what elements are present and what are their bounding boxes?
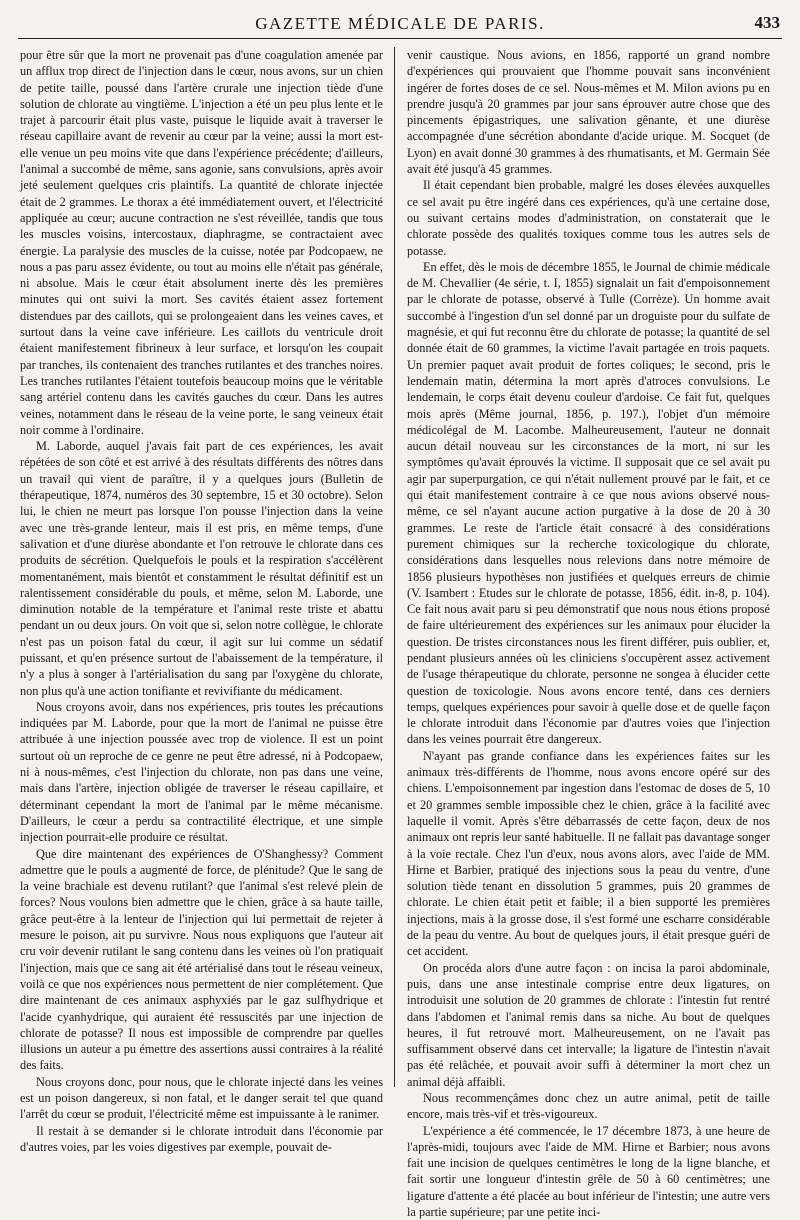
paragraph: Il était cependant bien probable, malgré les doses élevées auxquelles ce sel avait pu être ingéré dans ces expériences, qu'à une certaine dose, ou suivant certains modes d'administration, on constaterait que le chlorate possède des qualités toxiques comme tous les autres sels de potasse.: [407, 178, 770, 258]
page-number: 433: [754, 13, 780, 32]
paragraph: Il restait à se demander si le chlorate introduit dans l'économie par d'autres voies, par les voies digestives par exemple, pouvait de-: [20, 1123, 383, 1154]
paragraph: Que dire maintenant des expériences de O'Shanghessy? Comment admettre que le pouls a augmenté de force, de plénitude? Que le sang de la veine brachiale est devenu rutilant? que l'animal s'est relevé plein de forces? Nous voulons bien admettre que le chien, grâce à sa haute taille, grâce peut-être à la lenteur de l'injection qui lui permettait de rejeter à mesure le poison, ait pu survivre. Nous nous expliquons que l'auteur ait cru voir devenir rutilant le sang contenu dans les veines où l'on pratiquait l'injection, mais que ce sang ait été artérialisé dans tout le réseau veineux, voilà ce que nos expériences nous permettent de nier complétement. Que dire maintenant de ces animaux asphyxiés par le gaz sulfhydrique et l'acide cyanhydrique, qui auraient été ressuscités par une injection de chlorate de potasse? Il nous est impossible de comprendre par quelles illusions un auteur a pu émettre des assertions aussi contraires à la réalité des faits.: [20, 846, 383, 1073]
paragraph: En effet, dès le mois de décembre 1855, le Journal de chimie médicale de M. Chevallier (4e série, t. I, 1855) signalait un fait d'empoisonnement par le chlorate de potasse, observé à Tulle (Corrèze). Un homme avait succombé à l'ingestion d'un sel donné par un droguiste pour du sulfate de magnésie, et qui fut reconnu être du chlorate de potasse; la quantité de sel donnée était de 60 grammes, la victime l'avait partagée en trois paquets. Un premier paquet avait produit de fortes coliques; le second, pris le lendemain matin, détermina la mort après d'atroces convulsions. Le lendemain, le corps était devenu couleur d'ardoise. Ce fait fut, quelques mois après (Même journal, 1856, p. 197.), l'objet d'un mémoire médicolégal de M. Lacombe. Malheureusement, l'auteur ne donnait aucun détail nouveau sur les circonstances de la mort, ni sur les symptômes qu'avait éprouvés la victime. Il supposait que ce sel avait pu agir par superpurgation, ce qui n'était nullement prouvé par le fait, et ce qui était manifestement contraire à ce que nous avions observé nous-même, ce sel n'ayant aucune action purgative à la dose de 20 à 30 grammes. Le reste de l'article était consacré à des considérations purement chimiques sur la recherche toxicologique du chlorate, considérations dans lesquelles nous relevions dans notre mémoire de 1856 plusieurs hypothèses non justifiées et quelques erreurs de chimie (V. Isambert : Etudes sur le chlorate de potasse, 1856, édit. in-8, p. 104). Ce fait nous avait paru si peu démonstratif que nous nous étions proposé de faire ultérieurement des expériences sur les animaux pour élucider la question. De tristes circonstances nous les firent différer, puis oublier, et, pendant plusieurs années où les cliniciens s'occupèrent assez activement de l'usage thérapeutique du chlorate, personne ne songea à élucider cette question de toxicologie. Nous avons encore tenté, dans ces derniers temps, quelques expériences pour savoir à quelle dose et de quelle façon le chlorate introduit dans l'économie par d'autres voies que l'injection dans les veines pourrait être dangereux.: [407, 259, 770, 747]
paragraph: Nous recommençâmes donc chez un autre animal, petit de taille encore, mais très-vif et très-vigoureux.: [407, 1091, 770, 1122]
paragraph: venir caustique. Nous avions, en 1856, rapporté un grand nombre d'expériences qui prouvaient que l'homme pouvait sans inconvénient ingérer de fortes doses de ce sel. Nous-mêmes et M. Milon avions pu en prendre jusqu'à 20 grammes par jour sans éprouver autre chose que des pincements épigastriques, une salivation gênante, et une diurèse accompagnée d'une sécrétion abondante d'acide urique. M. Socquet (de Lyon) en avait donné 30 grammes à des rhumatisants, et M. Germain Sée avait été jusqu'à 45 grammes.: [407, 48, 770, 177]
paragraph: On procéda alors d'une autre façon : on incisa la paroi abdominale, puis, dans une anse intestinale comprise entre deux ligatures, on introduisit une solution de 20 grammes de chlorate : l'intestin fut rentré dans l'abdomen et l'animal remis dans sa niche. Au bout de quelques heures, il fut retrouvé mort. Malheureusement, on ne l'avait pas suffisamment observé dans cet intervalle; la ligature de l'intestin n'avait pas été relâchée, et pouvait avoir suffi à déterminer la mort chez un animal déjà affaibli.: [407, 960, 770, 1089]
column-divider: [394, 47, 395, 1087]
journal-title: GAZETTE MÉDICALE DE PARIS.: [255, 14, 545, 33]
paragraph: M. Laborde, auquel j'avais fait part de ces expériences, les avait répétées de son côté et est arrivé à des résultats différents des nôtres dans un travail qui vient de paraître, il y a quelques jours (Bulletin de thérapeutique, 1874, numéros des 30 septembre, 15 et 30 octobre). Selon lui, le chien ne meurt pas lorsque l'on pousse l'injection dans la veine avec une très-grande lenteur, mais il est pris, en même temps, d'une salivation et d'une diurèse abondante et l'on retrouve le chlorate dans ces produits de sécrétion. Quelquefois le pouls et la respiration s'accélèrent momentanément, mais bientôt et constamment le résultat définitif est un ralentissement considérable du pouls, et même, selon M. Laborde, une diminution notable de la température et l'animal reste triste et abattu pendant un ou deux jours. On voit que si, selon notre collègue, le chlorate n'est pas un poison fatal du cœur, il agit sur lui comme un sédatif puissant, et qu'en présence surtout de l'abaissement de la température, il n'y a plus à songer à l'artérialisation du sang par l'oxygène du chlorate, non plus qu'à une action tonifiante et revivifiante du médicament.: [20, 439, 383, 698]
left-column: [20, 47, 383, 1154]
paragraph: L'expérience a été commencée, le 17 décembre 1873, à une heure de l'après-midi, toujours avec l'aide de MM. Hirne et Barbier; nous avons fait une incision de quelques centimètres le long de la ligne blanche, et fait sortir une longueur d'intestin grêle de 50 à 60 centimètres; une ligature d'attente a été placée au bout inférieur de l'intestin; une autre vers la partie supérieure; par une petite inci-: [407, 1123, 770, 1220]
paragraph: pour être sûr que la mort ne provenait pas d'une coagulation amenée par un afflux trop direct de l'injection dans le cœur, nous avons, sur un chien de petite taille, poussé dans l'artère crurale une injection tiède d'une solution de chlorate au vingtième. L'injection a été un peu plus lente et le trajet à parcourir était plus vaste, puisque le liquide avait à traverser le réseau capillaire avant de revenir au cœur par la veine; aussi la mort est-elle venue un peu moins vite que dans l'expérience précédente; d'ailleurs, l'animal a succombé de même, sans agonie, sans convulsions, après avoir jeté seulement quelques cris plaintifs. La quantité de chlorate injectée était de 2 grammes. Le thorax a été immédiatement ouvert, et l'électricité appliquée au cœur; aucune contraction ne s'est réveillée, tandis que tous les muscles voisins, intercostaux, diaphragme, se contractaient avec énergie. La paralysie des muscles de la cuisse, notée par Podcopaew, ne nous a pas paru assez évidente, ou tout au moins elle n'était pas générale, ni absolue. Mais le cœur était absolument inerte dès les premières minutes qui ont suivi la mort. Ses cavités étaient assez fortement distendues par des caillots, qui se prolongeaient dans les veines caves, et surtout dans la veine cave inférieure. Les caillots du ventricule droit étaient manifestement fibrineux à leur surface, et lorsqu'on les coupait par tranches, ils contenaient des tranches rutilantes et des tranches noires. Les tranches rutilantes l'étaient toutefois beaucoup moins que le véritable sang artériel contenu dans les cavités gauches du cœur. Dans les autres veines, notamment dans le réseau de la veine porte, le sang veineux était noir comme à l'ordinaire.: [20, 48, 383, 437]
paragraph: Nous croyons avoir, dans nos expériences, pris toutes les précautions indiquées par M. Laborde, pour que la mort de l'animal ne puisse être attribuée à une injection poussée avec trop de violence. Il est un point surtout où un reproche de ce genre ne peut être adressé, ni à Podcopaew, ni à nous-mêmes, c'est l'injection du chlorate, non pas dans une veine, mais dans l'artère, injection obligée de traverser le réseau capillaire, et déterminant cependant la mort de l'animal par le même mécanisme. D'ailleurs, le cœur a perdu sa contractilité électrique, et une simple injection pourrait-elle produire ce résultat.: [20, 699, 383, 845]
page-header: [18, 8, 782, 39]
right-column: [407, 47, 770, 1220]
paragraph: Nous croyons donc, pour nous, que le chlorate injecté dans les veines est un poison dangereux, si non fatal, et le danger serait tel que quand l'arrêt du cœur se produit, l'électricité même est impuissante à le ranimer.: [20, 1074, 383, 1122]
paragraph: N'ayant pas grande confiance dans les expériences faites sur les animaux très-différents de l'homme, nous avons encore opéré sur des chiens. L'empoisonnement par ingestion dans l'estomac de doses de 5, 10 et 20 grammes semble impossible chez le chien, grâce à la facilité avec laquelle il vomit. Après s'être débarrassés de cette façon, deux de nos animaux ont repris leur santé habituelle. Il ne fallait pas davantage songer à la voie rectale. Chez l'un d'eux, nous avons alors, avec l'aide de MM. Hirne et Barbier, pratiqué des injections sous la peau du ventre, d'une solution tiède tenant en dissolution 5 grammes, puis 20 grammes de chlorate. Le chien était petit et faible; il a bien supporté les premières injections, mais à la grosse dose, il s'est formé une escharre considérable de la peau du ventre. Au bout de quelques jours, il était presque guéri de cet accident.: [407, 748, 770, 959]
